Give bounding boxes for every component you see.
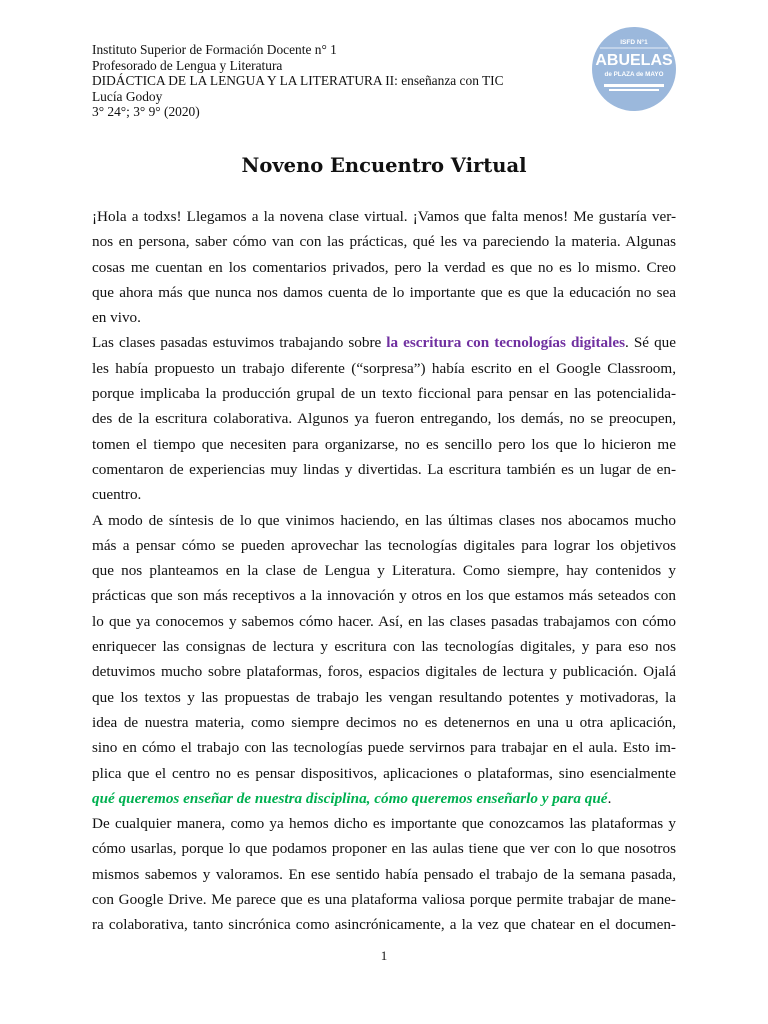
text-line: detuvimos mucho sobre plataformas, foros, espacios digitales de lectura y publicación. Ojalá bbox=[92, 663, 676, 681]
paragraph-platforms bbox=[92, 811, 676, 937]
header-groups: 3° 24°; 3° 9° (2020) bbox=[92, 104, 200, 119]
text-line: ¡Hola a todxs! Llegamos a la novena clase virtual. ¡Vamos que falta menos! Me gustaría ver- bbox=[92, 208, 676, 225]
logo-base-bar bbox=[604, 84, 664, 87]
text-line: que ahora más que nunca nos damos cuenta de lo importante que es que la educación no sea bbox=[92, 283, 676, 301]
text-line: cuentro. bbox=[92, 486, 142, 504]
text-line: De cualquier manera, como ya hemos dicho es importante que conozcamos las plataformas y bbox=[92, 815, 676, 833]
text-line: ra colaborativa, tanto sincrónica como asincrónicamente, a la vez que chatear en el documen- bbox=[92, 916, 676, 934]
institution-logo bbox=[591, 26, 677, 112]
text-line: A modo de síntesis de lo que vinimos haciendo, en las últimas clases nos abocamos mucho bbox=[92, 511, 676, 529]
text-line bbox=[92, 330, 676, 355]
text-line: con Google Drive. Me parece que es una plataforma valiosa porque permite trabajar de mane- bbox=[92, 891, 676, 909]
header-course: DIDÁCTICA DE LA LENGUA Y LA LITERATURA II: enseñanza con TIC bbox=[92, 73, 504, 88]
text-line: nos en persona, saber cómo van con las prácticas, qué les va pareciendo la materia. Algunas bbox=[92, 233, 676, 251]
highlight-writing-tech: la escritura con tecnologías digitales bbox=[386, 334, 625, 352]
text-line: porque implicaba la producción grupal de un texto ficcional para pensar en las potencialida- bbox=[92, 385, 676, 403]
text-line: tomen el tiempo que necesiten para organizarse, no es sencillo pero los que lo hicieron me bbox=[92, 435, 676, 453]
highlight-teaching-goals: qué queremos enseñar de nuestra disciplina, cómo queremos enseñarlo y para qué bbox=[92, 789, 608, 807]
document-title: Noveno Encuentro Virtual bbox=[241, 154, 527, 177]
text-line: lo que ya conocemos y sabemos cómo hacer. Así, en las clases pasadas trabajamos con cómo bbox=[92, 612, 676, 630]
text-line: que los textos y las propuestas de trabajo les vengan resultando potentes y motivadoras, la bbox=[92, 688, 676, 706]
page-number: 1 bbox=[380, 948, 388, 963]
text-line: mismos sabemos y valoramos. En ese sentido había pensado el trabajo de la semana pasada, bbox=[92, 865, 676, 883]
text-segment: . bbox=[607, 789, 612, 807]
logo-base-bar-small bbox=[609, 89, 659, 91]
logo-top-text: ISFD N°1 bbox=[620, 39, 648, 46]
text-line: des de la escritura colaborativa. Algunos ya fueron entregando, los demás, no se preocupen, bbox=[92, 410, 676, 428]
text-line: más a pensar cómo se pueden aprovechar las tecnologías digitales para lograr los objetivos bbox=[92, 536, 676, 554]
header-program: Profesorado de Lengua y Literatura bbox=[92, 57, 283, 73]
header-author: Lucía Godoy bbox=[92, 88, 163, 104]
text-line: cosas me cuentan en los comentarios privados, pero la verdad es que no es lo mismo. Creo bbox=[92, 258, 676, 276]
text-line: plica que el centro no es pensar dispositivos, aplicaciones o plataformas, sino esencialmente bbox=[92, 764, 676, 782]
text-line: enriquecer las consignas de lectura y escritura con las tecnologías digitales, y para eso nos bbox=[92, 638, 676, 656]
header-institution: Instituto Superior de Formación Docente n° 1 bbox=[92, 42, 337, 57]
text-line: idea de nuestra materia, como siempre decimos no es detenernos en una u otra aplicación, bbox=[92, 713, 676, 731]
paragraph-greeting bbox=[92, 204, 676, 330]
text-line: cómo usarlas, porque lo que podamos proponer en las aulas tiene que ver con lo que nosotros bbox=[92, 840, 676, 858]
text-line bbox=[92, 786, 676, 811]
text-line: comentaron de experiencias muy lindas y divertidas. La escritura también es un lugar de en- bbox=[92, 460, 676, 478]
text-line: les había propuesto un trabajo diferente (“sorpresa”) había escrito en el Google Classroom, bbox=[92, 359, 676, 377]
text-line: prácticas que son más receptivos a la innovación y otros en los que estamos más seteados con bbox=[92, 587, 676, 605]
paragraph-writing-tech bbox=[92, 330, 676, 507]
logo-sub-text: de PLAZA de MAYO bbox=[604, 71, 664, 78]
text-segment: . Sé que bbox=[624, 334, 676, 352]
text-line: que nos planteamos en la clase de Lengua y Literatura. Como siempre, hay contenidos y bbox=[92, 562, 676, 580]
logo-main-text: ABUELAS bbox=[595, 52, 673, 69]
text-line: en vivo. bbox=[92, 309, 141, 327]
text-line: sino en cómo el trabajo con las tecnologías puede servirnos para trabajar en el aula. Esto im- bbox=[92, 739, 676, 757]
document-body bbox=[92, 204, 676, 938]
paragraph-synthesis bbox=[92, 508, 676, 812]
document-header bbox=[92, 42, 504, 120]
text-segment: Las clases pasadas estuvimos trabajando sobre bbox=[92, 334, 387, 352]
